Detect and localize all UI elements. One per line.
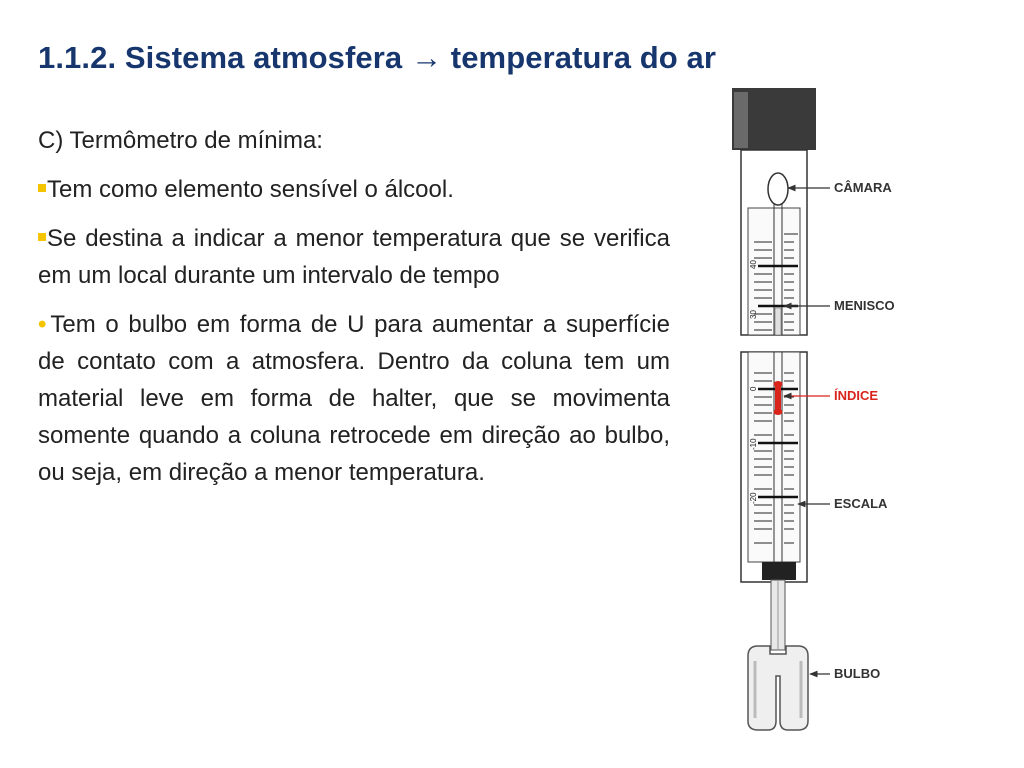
bullet-item [38, 220, 670, 294]
slide-content [38, 122, 670, 491]
label-bulbo: BULBO [834, 666, 881, 681]
bullet-text: Se destina a indicar a menor temperatura que se verifica em um local durante um intervalo de tempo [38, 225, 670, 289]
bullet-item [38, 306, 670, 491]
label-indice: ÍNDICE [834, 388, 879, 403]
label-menisco: MENISCO [834, 298, 895, 313]
bulb [748, 646, 808, 730]
thermometer-diagram [718, 86, 1024, 736]
bullet-square-icon [38, 184, 46, 192]
scale-tick-label: 40 [749, 260, 758, 269]
base-band [762, 562, 796, 580]
bullet-dot-icon: • [38, 311, 47, 338]
scale-tick-label: 30 [749, 310, 758, 319]
label-escala: ESCALA [834, 496, 888, 511]
thermometer-svg [718, 86, 1024, 736]
label-camara: CÂMARA [834, 180, 892, 195]
slide-title: 1.1.2. Sistema atmosfera → temperatura do ar [38, 40, 717, 75]
bullet-text: Tem o bulbo em forma de U para aumentar a superfície de contato com a atmosfera. Dentro da coluna tem um material leve em forma de halter, que se movimenta somente quando a coluna retrocede em direção ao bulbo, ou seja, em direção a menor temperatura. [38, 311, 670, 486]
section-heading: C) Termômetro de mínima: [38, 127, 323, 154]
chamber [768, 173, 788, 205]
scale-tick-label: 0 [749, 386, 758, 391]
scale-tick-label: -20 [749, 492, 758, 504]
bullet-item [38, 171, 670, 208]
scale-tick-label: -10 [749, 438, 758, 450]
bullet-square-icon [38, 233, 46, 241]
meniscus [775, 308, 781, 335]
bullet-text: Tem como elemento sensível o álcool. [47, 176, 454, 203]
